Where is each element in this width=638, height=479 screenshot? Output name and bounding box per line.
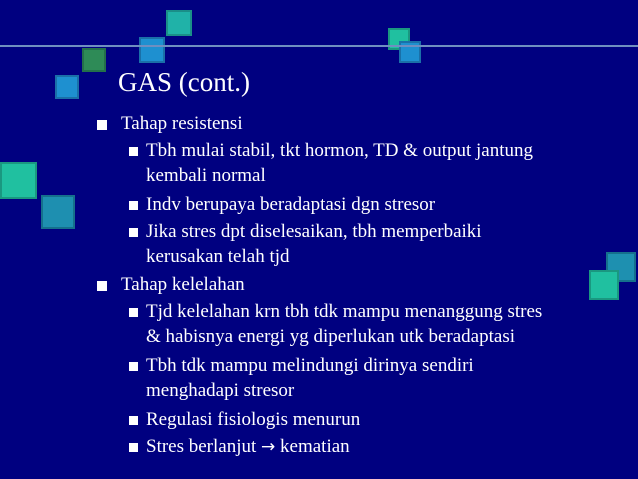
list-item-line: Indv berupaya beradaptasi dgn stresor: [146, 194, 436, 215]
section-heading: Tahap kelelahan: [121, 274, 245, 295]
decorative-square: [0, 162, 37, 199]
list-item-line: Regulasi fisiologis menurun: [146, 409, 361, 430]
bullet-square: [97, 120, 107, 130]
decorative-square: [82, 48, 106, 72]
bullet-square: [129, 416, 138, 425]
list-item-line: & habisnya energi yg diperlukan utk beradaptasi: [146, 326, 515, 347]
right-arrow-icon: →: [261, 437, 276, 457]
list-item-line: Tbh tdk mampu melindungi dirinya sendiri: [146, 355, 474, 376]
bullet-square: [129, 308, 138, 317]
list-item-line: Tjd kelelahan krn tbh tdk mampu menanggung stres: [146, 301, 543, 322]
header-rule: [0, 45, 638, 47]
list-item-line: Tbh mulai stabil, tkt hormon, TD & output jantung: [146, 140, 534, 161]
list-item-line: kembali normal: [146, 165, 266, 186]
list-item-line: [146, 435, 350, 459]
bullet-square: [129, 228, 138, 237]
bullet-square: [129, 443, 138, 452]
decorative-square: [589, 270, 619, 300]
list-item-text: Stres berlanjut: [146, 436, 262, 457]
bullet-square: [129, 362, 138, 371]
decorative-square: [41, 195, 75, 229]
decorative-square: [139, 37, 165, 63]
list-item-text: kematian: [280, 436, 350, 457]
decorative-square: [166, 10, 192, 36]
section-heading: Tahap resistensi: [121, 113, 243, 134]
decorative-square: [55, 75, 79, 99]
list-item-line: Jika stres dpt diselesaikan, tbh memperbaiki: [146, 221, 482, 242]
bullet-square: [129, 201, 138, 210]
list-item-line: menghadapi stresor: [146, 380, 295, 401]
bullet-square: [129, 147, 138, 156]
slide-title: GAS (cont.): [118, 67, 250, 97]
bullet-square: [97, 281, 107, 291]
list-item-line: kerusakan telah tjd: [146, 246, 290, 267]
